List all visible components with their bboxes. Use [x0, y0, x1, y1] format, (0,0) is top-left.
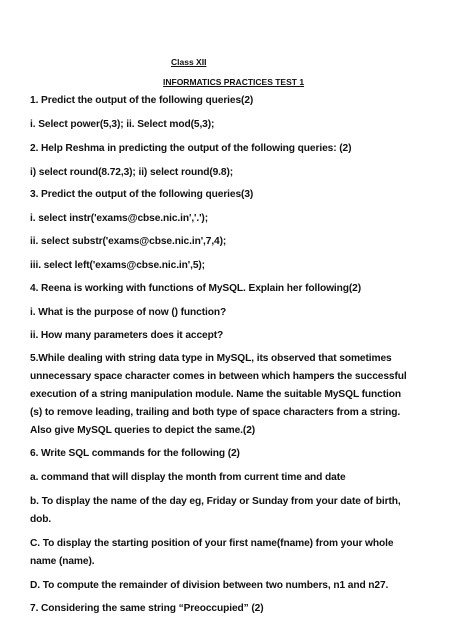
question-5-line-5: Also give MySQL queries to depict the same.(2) [30, 425, 256, 436]
question-6-part-d: D. To compute the remainder of division between two numbers, n1 and n27. [30, 580, 389, 591]
question-3-part-i: i. select instr('exams@cbse.nic.in','.'); [30, 213, 209, 224]
question-6-part-c-line-2: name (name). [30, 556, 95, 567]
question-5-line-1: 5.While dealing with string data type in MySQL, its observed that sometimes [30, 353, 392, 364]
question-3: 3. Predict the output of the following queries(3) [30, 189, 254, 200]
question-4-part-ii: ii. How many parameters does it accept? [30, 330, 224, 341]
question-4-part-i: i. What is the purpose of now () function? [30, 307, 227, 318]
question-5-line-3: execution of a string manipulation module. Name the suitable MySQL function [30, 389, 401, 400]
question-2-parts: i) select round(8.72,3); ii) select round(9.8); [30, 167, 234, 178]
question-1: 1. Predict the output of the following queries(2) [30, 95, 254, 106]
question-7: 7. Considering the same string “Preoccupied” (2) [30, 603, 264, 614]
question-4: 4. Reena is working with functions of MySQL. Explain her following(2) [30, 283, 362, 294]
test-title: INFORMATICS PRACTICES TEST 1 [163, 77, 305, 87]
question-5-line-4: (s) to remove leading, trailing and both type of space characters from a string. [30, 407, 401, 418]
question-3-part-iii: iii. select left('exams@cbse.nic.in',5); [30, 260, 205, 271]
class-label: Class XII [171, 57, 207, 67]
question-6-part-b-line-2: dob. [30, 514, 52, 525]
question-6-part-c-line-1: C. To display the starting position of your first name(fname) from your whole [30, 538, 394, 549]
question-2: 2. Help Reshma in predicting the output of the following queries: (2) [30, 143, 352, 154]
question-6: 6. Write SQL commands for the following (2) [30, 448, 240, 459]
question-5-line-2: unnecessary space character comes in between which hampers the successful [30, 371, 407, 382]
question-6-part-a: a. command that will display the month from current time and date [30, 472, 346, 483]
question-3-part-ii: ii. select substr('exams@cbse.nic.in',7,4); [30, 236, 227, 247]
question-6-part-b-line-1: b. To display the name of the day eg, Friday or Sunday from your date of birth, [30, 496, 401, 507]
question-1-parts: i. Select power(5,3); ii. Select mod(5,3); [30, 119, 215, 130]
